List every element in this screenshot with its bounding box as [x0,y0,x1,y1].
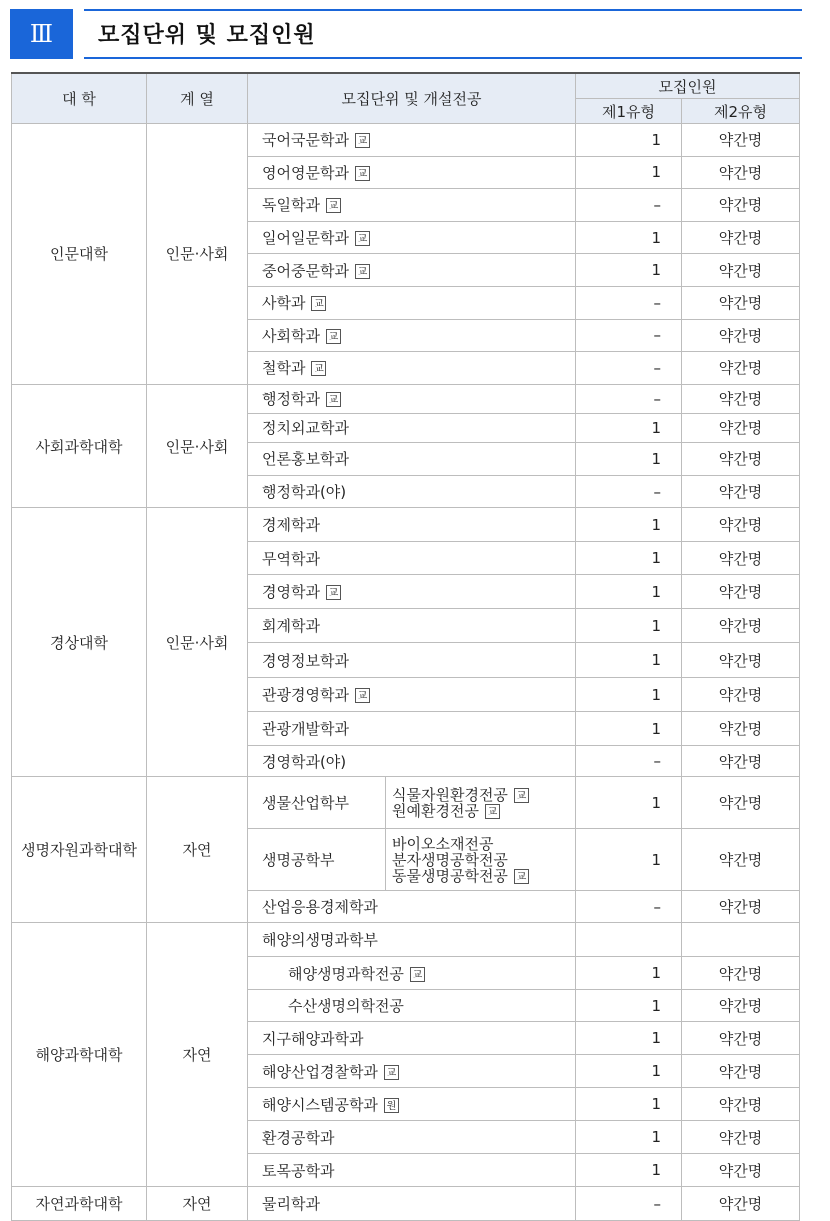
type1-cell: – [576,352,682,385]
unit-cell: 경영학과 교 [248,575,576,609]
type2-cell: 약간명 [682,254,800,287]
field-cell: 인문·사회 [147,384,248,508]
teacher-cert-mark: 교 [355,688,370,703]
header-type1: 제1유형 [576,99,682,124]
type2-cell: 약간명 [682,777,800,829]
title-rule-bottom [84,57,802,59]
unit-cell: 철학과 교 [248,352,576,385]
type1-cell: 1 [576,413,682,442]
field-cell: 인문·사회 [147,124,248,385]
unit-cell: 사학과 교 [248,286,576,319]
type2-cell: 약간명 [682,712,800,746]
unit-cell: 사회학과 교 [248,319,576,352]
unit-cell: 중어중문학과 교 [248,254,576,287]
unit-cell: 수산생명의학전공 [248,990,576,1022]
special-mark: 원 [384,1098,399,1113]
header-field: 계 열 [147,73,248,124]
teacher-cert-mark: 교 [326,198,341,213]
table-row [12,923,800,957]
type2-cell: 약간명 [682,829,800,891]
type1-cell: 1 [576,221,682,254]
header-unit: 모집단위 및 개설전공 [248,73,576,124]
majors-cell [386,777,576,829]
college-cell: 경상대학 [12,508,147,777]
type1-cell: – [576,475,682,508]
type1-cell: 1 [576,442,682,475]
unit-cell: 관광개발학과 [248,712,576,746]
type2-cell: 약간명 [682,643,800,678]
type1-cell: 1 [576,990,682,1022]
type2-cell: 약간명 [682,957,800,990]
table-row [12,1187,800,1221]
unit-cell: 환경공학과 [248,1121,576,1154]
type1-cell: 1 [576,254,682,287]
major-item: 분자생명공학전공 [392,850,508,869]
unit-cell: 경제학과 [248,508,576,542]
type1-cell [576,923,682,957]
college-cell: 사회과학대학 [12,384,147,508]
type2-cell: 약간명 [682,1055,800,1088]
teacher-cert-mark: 교 [410,967,425,982]
type1-cell: – [576,286,682,319]
type2-cell: 약간명 [682,156,800,189]
type2-cell: 약간명 [682,746,800,777]
type2-cell: 약간명 [682,575,800,609]
teacher-cert-mark: 교 [514,869,529,884]
type2-cell: 약간명 [682,891,800,923]
unit-cell: 정치외교학과 [248,413,576,442]
type1-cell: 1 [576,156,682,189]
type1-cell: – [576,746,682,777]
type2-cell: 약간명 [682,384,800,413]
type1-cell: 1 [576,124,682,157]
teacher-cert-mark: 교 [326,585,341,600]
teacher-cert-mark: 교 [355,264,370,279]
type2-cell: 약간명 [682,286,800,319]
type1-cell: 1 [576,678,682,712]
table-row [12,777,800,829]
unit-cell: 행정학과 교 [248,384,576,413]
unit-cell: 경영학과(야) [248,746,576,777]
type2-cell: 약간명 [682,542,800,575]
unit-cell: 회계학과 [248,609,576,643]
unit-cell: 경영정보학과 [248,643,576,678]
college-cell: 생명자원과학대학 [12,777,147,923]
type2-cell: 약간명 [682,1187,800,1221]
division-cell: 생물산업학부 [248,777,386,829]
type2-cell: 약간명 [682,609,800,643]
unit-cell: 지구해양과학과 [248,1022,576,1055]
section-number-badge: Ⅲ [10,9,73,59]
header-college: 대 학 [12,73,147,124]
type1-cell: 1 [576,957,682,990]
unit-cell: 국어국문학과 교 [248,124,576,157]
page-title: 모집단위 및 모집인원 [98,23,316,48]
header-type2: 제2유형 [682,99,800,124]
unit-cell: 언론홍보학과 [248,442,576,475]
teacher-cert-mark: 교 [384,1065,399,1080]
college-cell: 해양과학대학 [12,923,147,1187]
type2-cell: 약간명 [682,990,800,1022]
type1-cell: 1 [576,1121,682,1154]
type1-cell: 1 [576,1055,682,1088]
field-cell: 자연 [147,1187,248,1221]
type2-cell: 약간명 [682,1121,800,1154]
type1-cell: 1 [576,542,682,575]
type1-cell: 1 [576,575,682,609]
type2-cell [682,923,800,957]
table-row [12,508,800,542]
teacher-cert-mark: 교 [355,133,370,148]
field-cell: 인문·사회 [147,508,248,777]
unit-cell: 행정학과(야) [248,475,576,508]
type2-cell: 약간명 [682,442,800,475]
teacher-cert-mark: 교 [355,166,370,181]
type2-cell: 약간명 [682,221,800,254]
type1-cell: – [576,891,682,923]
table-row [12,384,800,413]
unit-cell: 해양생명과학전공 교 [248,957,576,990]
college-cell: 인문대학 [12,124,147,385]
type2-cell: 약간명 [682,508,800,542]
teacher-cert-mark: 교 [514,788,529,803]
type2-cell: 약간명 [682,1022,800,1055]
type1-cell: 1 [576,508,682,542]
table-row [12,124,800,157]
teacher-cert-mark: 교 [355,231,370,246]
type1-cell: – [576,319,682,352]
teacher-cert-mark: 교 [485,804,500,819]
type2-cell: 약간명 [682,413,800,442]
teacher-cert-mark: 교 [311,361,326,376]
division-cell: 생명공학부 [248,829,386,891]
type2-cell: 약간명 [682,319,800,352]
type1-cell: 1 [576,712,682,746]
type1-cell: 1 [576,1154,682,1187]
major-item: 동물생명공학전공 교 [392,868,575,884]
field-cell: 자연 [147,777,248,923]
unit-cell: 해양시스템공학과 원 [248,1088,576,1121]
unit-cell: 해양의생명과학부 [248,923,576,957]
type1-cell: – [576,1187,682,1221]
unit-cell: 산업응용경제학과 [248,891,576,923]
majors-cell [386,829,576,891]
teacher-cert-mark: 교 [326,392,341,407]
type2-cell: 약간명 [682,352,800,385]
major-item: 식물자원환경전공 교 [392,787,575,803]
type2-cell: 약간명 [682,124,800,157]
teacher-cert-mark: 교 [311,296,326,311]
title-rule-top [84,9,802,11]
unit-cell: 토목공학과 [248,1154,576,1187]
field-cell: 자연 [147,923,248,1187]
header-quota: 모집인원 [576,73,800,99]
type2-cell: 약간명 [682,475,800,508]
unit-cell: 일어일문학과 교 [248,221,576,254]
unit-cell: 물리학과 [248,1187,576,1221]
unit-cell: 독일학과 교 [248,189,576,222]
type1-cell: 1 [576,829,682,891]
type2-cell: 약간명 [682,1154,800,1187]
major-item: 바이오소재전공 [392,834,494,853]
unit-cell: 해양산업경찰학과 교 [248,1055,576,1088]
type1-cell: 1 [576,1022,682,1055]
teacher-cert-mark: 교 [326,329,341,344]
unit-cell: 관광경영학과 교 [248,678,576,712]
type2-cell: 약간명 [682,1088,800,1121]
section-title-bar [10,9,802,59]
type1-cell: – [576,189,682,222]
type1-cell: – [576,384,682,413]
type2-cell: 약간명 [682,189,800,222]
type2-cell: 약간명 [682,678,800,712]
type1-cell: 1 [576,777,682,829]
college-cell: 자연과학대학 [12,1187,147,1221]
type1-cell: 1 [576,643,682,678]
type1-cell: 1 [576,609,682,643]
unit-cell: 무역학과 [248,542,576,575]
unit-cell: 영어영문학과 교 [248,156,576,189]
type1-cell: 1 [576,1088,682,1121]
major-item: 원예환경전공 교 [392,803,575,819]
admission-quota-table [11,72,800,1221]
